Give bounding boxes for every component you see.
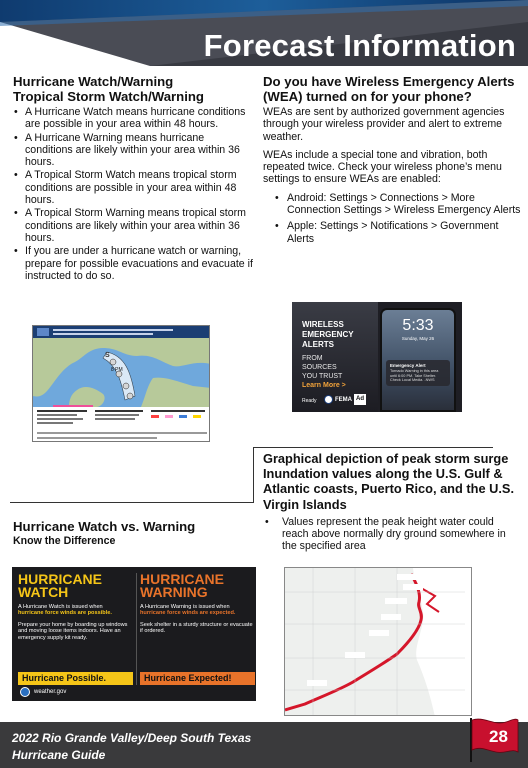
forecast-cone-map (32, 325, 210, 442)
page-footer (0, 722, 528, 768)
fema-logo: FEMA (324, 395, 352, 404)
wea-paragraph-1: WEAs are sent by authorized government agencies through your wireless provider and alert to extreme weather. (263, 106, 505, 143)
warning-card-title-1: HURRICANE (140, 571, 224, 587)
watch-warning-heading-1: Hurricane Watch/Warning (13, 74, 174, 89)
storm-surge-section (263, 451, 521, 553)
wea-promo-line1: WIRELESS (302, 320, 344, 329)
watch-card-text-3: Prepare your home by boarding up windows and moving loose items indoors. Have an emergency supply kit ready. (18, 621, 128, 641)
phone-image (380, 308, 456, 412)
storm-surge-coast-graphic (285, 568, 472, 716)
list-item: • A Tropical Storm Watch means tropical storm conditions are possible in your area within 48 hours. (13, 169, 253, 206)
page-number: 28 (489, 727, 508, 746)
watch-warning-list (13, 106, 253, 282)
list-item: • A Hurricane Warning means hurricane conditions are likely within your area within 36 hours. (13, 132, 253, 169)
watch-card-title-2: WATCH (18, 584, 69, 600)
wea-promo-image (292, 302, 462, 412)
watch-warning-section (13, 74, 253, 283)
alert-notification-text: Tornado Warning in this area until 6:00 PM. Take Shelter. Check Local Media. -NWS (390, 369, 439, 383)
weather-gov-label: weather.gov (34, 689, 67, 695)
list-item: • Android: Settings > Connections > More Connection Settings > Wireless Emergency Alerts (275, 192, 521, 217)
wea-section (263, 74, 521, 249)
wea-promo-left (292, 302, 378, 412)
wea-heading: Do you have Wireless Emergency Alerts (WEA) turned on for your phone? (263, 74, 515, 104)
hw-subheading: Know the Difference (13, 535, 116, 547)
warning-card-text-3: Seek shelter in a sturdy structure or evacuate if ordered. (140, 621, 253, 635)
ready-logo: Ready (302, 398, 317, 404)
storm-symbol: S (105, 352, 110, 359)
list-item: • A Hurricane Watch means hurricane conditions are possible in your area within 48 hours. (13, 106, 253, 131)
storm-surge-map (284, 567, 472, 716)
wea-settings-list (263, 192, 521, 245)
watch-warning-heading-2: Tropical Storm Watch/Warning (13, 89, 204, 104)
card-divider (136, 573, 137, 685)
fema-seal-icon (324, 395, 333, 404)
storm-surge-list (263, 516, 521, 553)
divider-middle (10, 502, 254, 503)
warning-card-title-2: WARNING (140, 584, 208, 600)
wea-promo-line5: SOURCES (302, 364, 337, 371)
storm-surge-heading: Graphical depiction of peak storm surge Inundation values along the U.S. Gulf & Atlantic coasts, Puerto Rico, and the U.S. Virgin Islands (263, 451, 515, 512)
wea-paragraph-2: WEAs include a special tone and vibration, both repeated twice. Check your wireless phone’s menu settings to ensure WEAs are enabled: (263, 148, 502, 186)
warning-card-text-2: hurricane force winds are expected. (140, 610, 236, 617)
hurricane-watch-vs-warning-section (13, 519, 253, 547)
wea-promo-line2: EMERGENCY (302, 330, 354, 339)
wea-promo-line3: ALERTS (302, 340, 334, 349)
ad-council-logo: Ad (354, 394, 366, 405)
list-item: • A Tropical Storm Warning means tropical storm conditions are likely within your area within 36 hours. (13, 207, 253, 244)
watch-card-text-1: A Hurricane Watch is issued when (18, 604, 103, 610)
hw-heading: Hurricane Watch vs. Warning (13, 519, 196, 534)
watch-card-banner: Hurricane Possible. (18, 672, 133, 685)
watch-card-text-2: hurricane force winds are possible. (18, 610, 112, 617)
forecast-cone-graphic (33, 326, 210, 442)
watch-card (18, 573, 133, 695)
footer-guide-subtitle: Hurricane Guide (12, 748, 106, 762)
alert-notification-title: Emergency Alert (390, 363, 426, 368)
forecast-time-label: 8 PM (111, 367, 123, 373)
warning-card-text-1: A Hurricane Warning is issued when (140, 604, 230, 610)
list-item: • Values represent the peak height water could reach above normally dry ground somewhere in the specified area (263, 516, 521, 553)
page-header (0, 0, 528, 66)
list-item: • Apple: Settings > Notifications > Government Alerts (275, 220, 521, 245)
wea-promo-line4: FROM (302, 355, 323, 362)
watch-card-title-1: HURRICANE (18, 571, 102, 587)
watch-vs-warning-graphic (12, 567, 256, 701)
phone-date: Sunday, May 26 (401, 336, 435, 341)
page-title: Forecast Information (203, 28, 516, 63)
footer-guide-title: 2022 Rio Grande Valley/Deep South Texas (12, 731, 252, 745)
divider-vertical (253, 447, 254, 502)
phone-time: 5:33 (402, 317, 434, 334)
warning-card-banner: Hurricane Expected! (140, 672, 255, 685)
noaa-logo-icon (20, 687, 30, 697)
alert-notification (386, 360, 450, 386)
divider-top (253, 447, 493, 448)
warning-card (140, 573, 255, 695)
list-item: • If you are under a hurricane watch or warning, prepare for possible evacuations and evacuate if instructed to do so. (13, 245, 253, 282)
wea-learn-more: Learn More > (302, 382, 346, 389)
wea-promo-line6: YOU TRUST (302, 373, 343, 380)
